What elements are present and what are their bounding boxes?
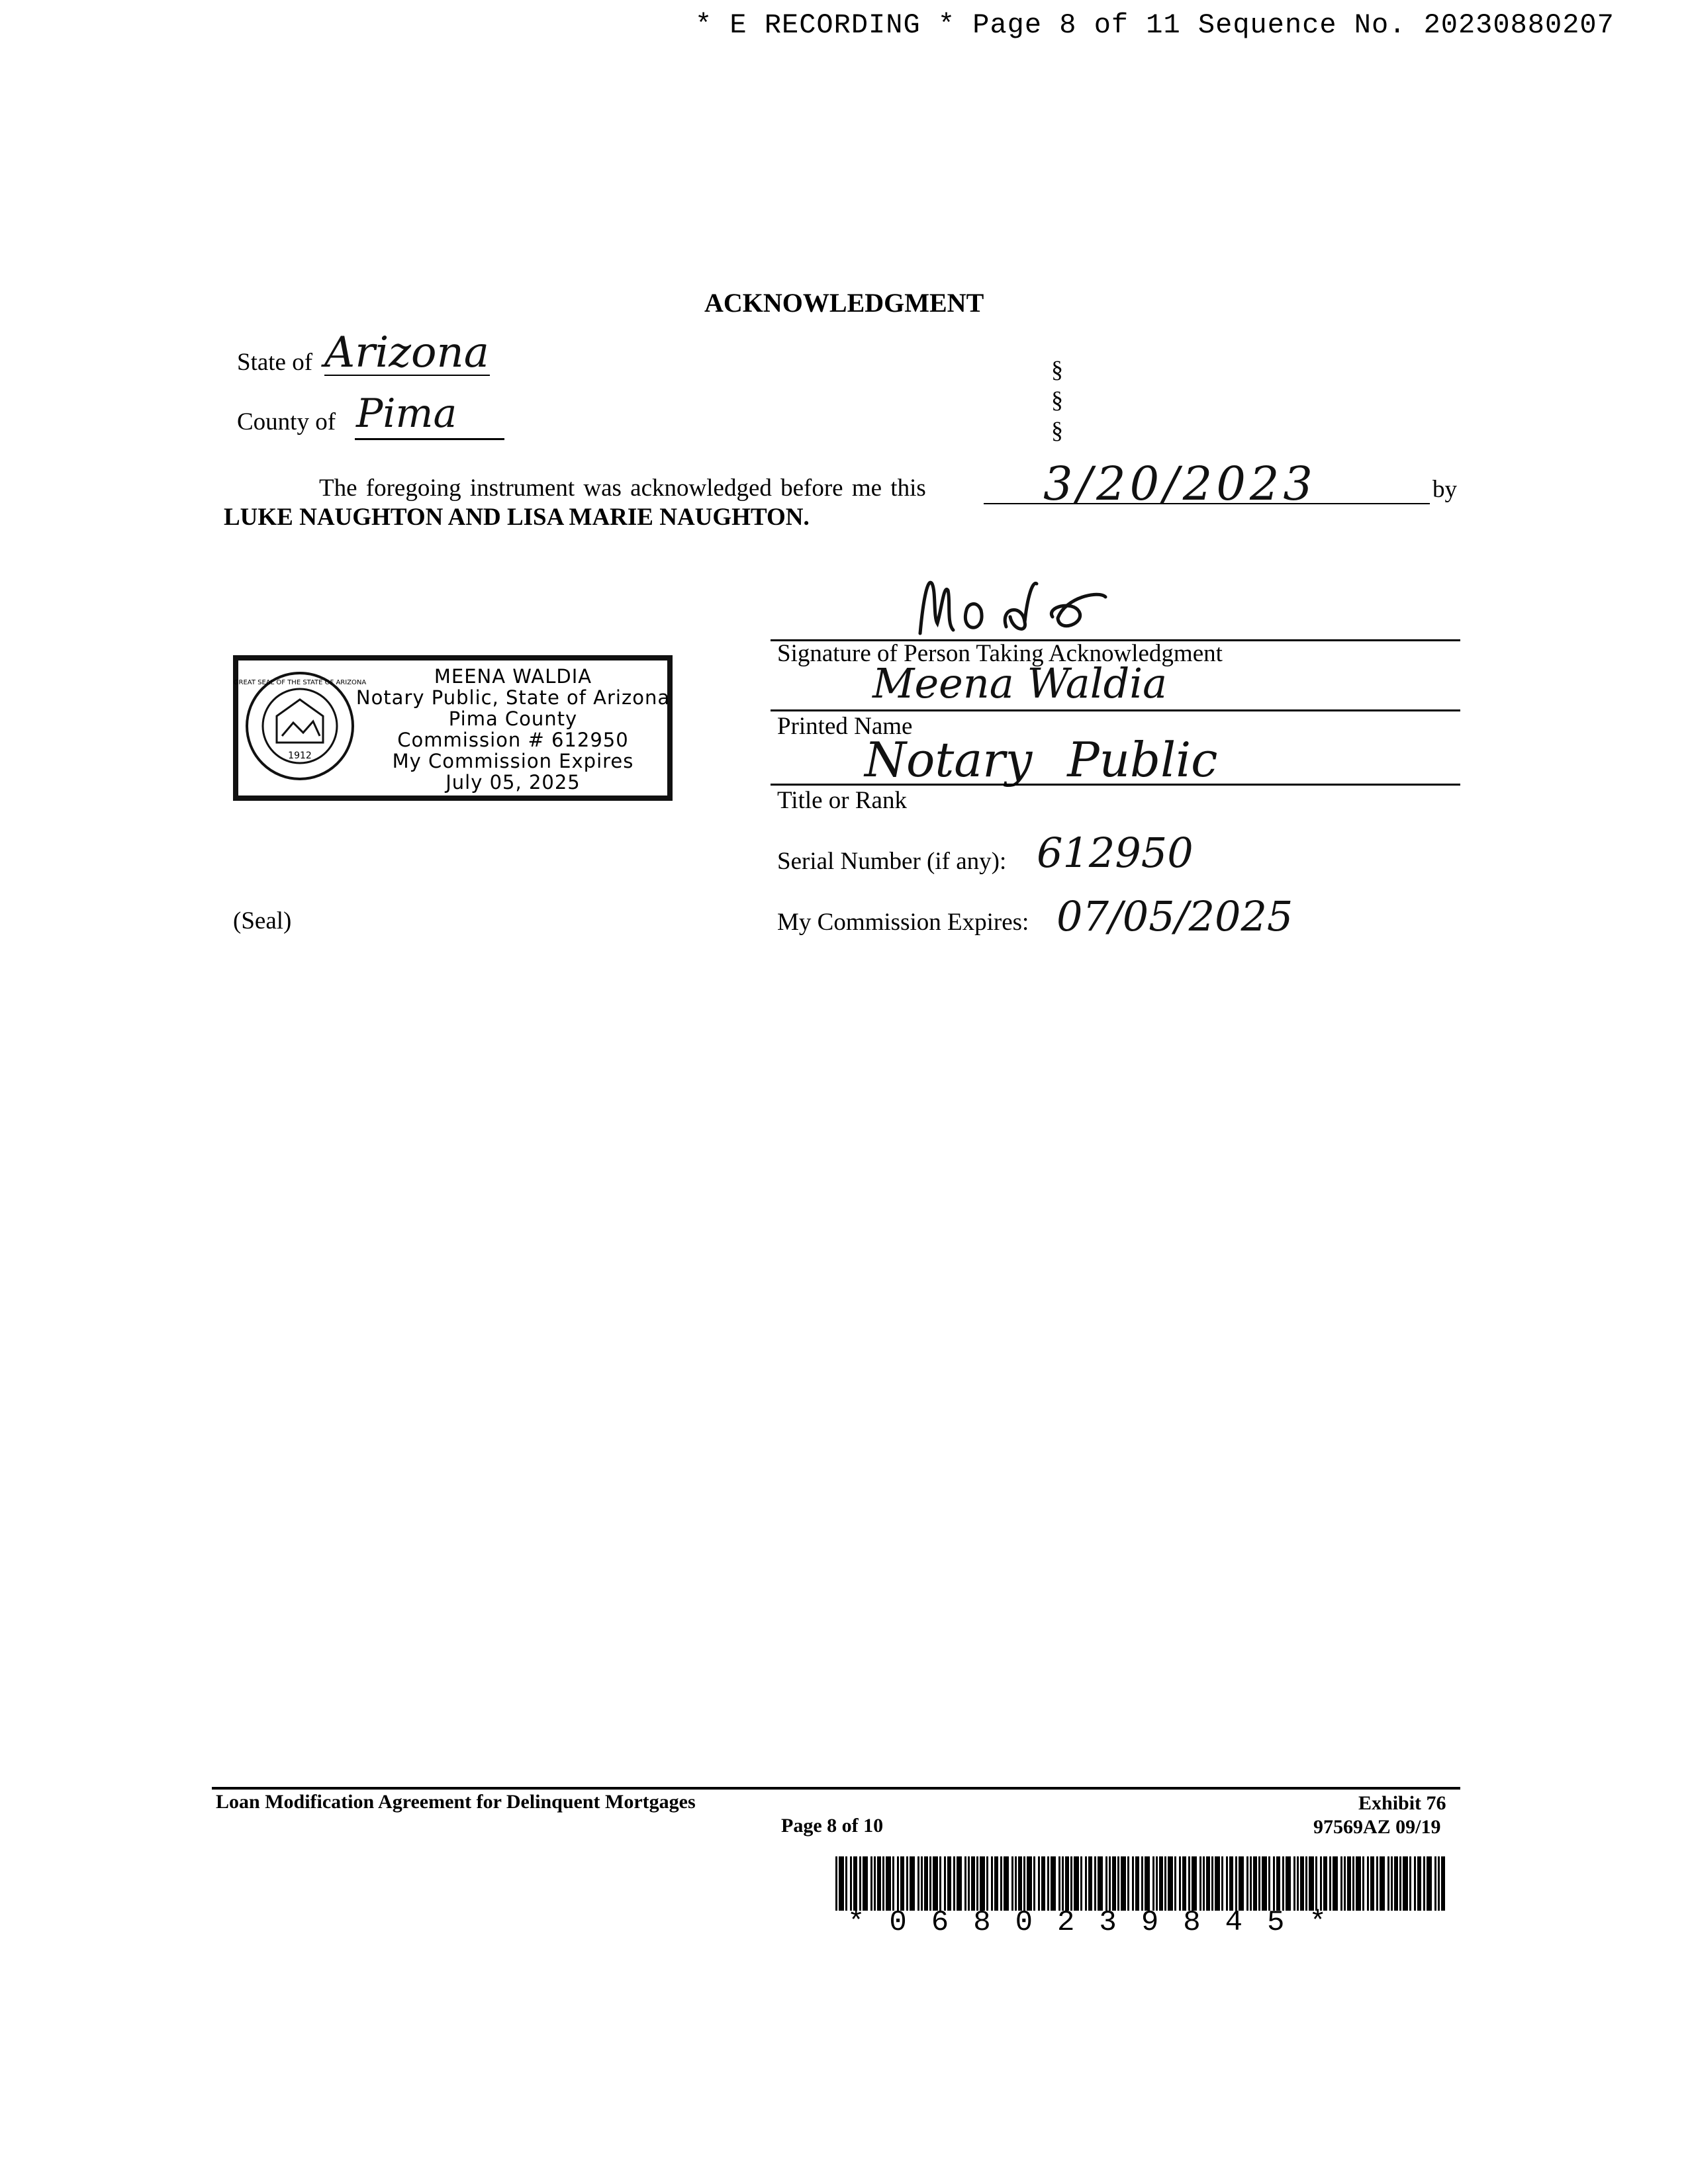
footer-document-name: Loan Modification Agreement for Delinquent Mortgages [216, 1791, 696, 1813]
barcode-bar [1182, 1856, 1186, 1911]
stamp-line: Pima County [448, 707, 578, 730]
barcode-bar [1340, 1856, 1342, 1911]
barcode-bar [1168, 1856, 1173, 1911]
barcode-bar [1004, 1856, 1009, 1911]
barcode-bar [870, 1856, 872, 1911]
barcode-bar [1344, 1856, 1346, 1911]
barcode-bar [863, 1856, 868, 1911]
barcode-bar [1305, 1856, 1307, 1911]
barcode-bar [1109, 1856, 1111, 1911]
barcode-bar [1441, 1856, 1445, 1911]
barcode-bar [1268, 1856, 1270, 1911]
state-underline [324, 375, 490, 376]
barcode-bar [1323, 1856, 1327, 1911]
barcode-bar [933, 1856, 938, 1911]
barcode-bar [1145, 1856, 1150, 1911]
barcode-bar [1438, 1856, 1440, 1911]
barcode-bar [1403, 1856, 1408, 1911]
barcode-bar [835, 1856, 837, 1911]
barcode-bar [924, 1856, 928, 1911]
barcode-bar [1394, 1856, 1398, 1911]
printed-name-label: Printed Name [777, 713, 913, 740]
barcode-bar [845, 1856, 847, 1911]
barcode-bar [1276, 1856, 1280, 1911]
commission-label: My Commission Expires: [777, 909, 1029, 936]
barcode-bar [1376, 1856, 1378, 1911]
barcode-bar [1058, 1856, 1060, 1911]
barcode-bar [1112, 1856, 1116, 1911]
barcode-bar [1179, 1856, 1181, 1911]
barcode-bar [882, 1856, 884, 1911]
signer-names: LUKE NAUGHTON AND LISA MARIE NAUGHTON. [224, 504, 810, 531]
barcode-text: *0680239845* [847, 1906, 1351, 1939]
barcode-bar [1282, 1856, 1284, 1911]
barcode-bar [1192, 1856, 1197, 1911]
barcode-bar [1088, 1856, 1092, 1911]
barcode-bar [1286, 1856, 1291, 1911]
barcode-bar [991, 1856, 993, 1911]
barcode-bar [964, 1856, 966, 1911]
barcode-bar [1399, 1856, 1401, 1911]
barcode-bar [877, 1856, 881, 1911]
barcode-bar [1062, 1856, 1064, 1911]
barcode-bar [1206, 1856, 1210, 1911]
barcode-bar [921, 1856, 923, 1911]
barcode-bar [1135, 1856, 1139, 1911]
barcode-bar [1188, 1856, 1190, 1911]
barcode-bar [968, 1856, 970, 1911]
barcode-bar [910, 1856, 915, 1911]
barcode-bar [1229, 1856, 1233, 1911]
footer-rule [212, 1787, 1460, 1790]
barcode-bar [1239, 1856, 1244, 1911]
barcode-bar [1203, 1856, 1205, 1911]
serial-label: Serial Number (if any): [777, 848, 1007, 875]
barcode-bar [1370, 1856, 1374, 1911]
barcode-bar [953, 1856, 955, 1911]
barcode-bar [1273, 1856, 1275, 1911]
acknowledged-date: 3/20/2023 [1043, 457, 1317, 511]
stamp-line: Commission # 612950 [397, 729, 629, 751]
barcode-bar [1362, 1856, 1364, 1911]
barcode-bar [906, 1856, 908, 1911]
barcode-bar [1253, 1856, 1257, 1911]
barcode-bar [1347, 1856, 1351, 1911]
barcode-bar [1258, 1856, 1260, 1911]
seal-label: (Seal) [233, 907, 292, 934]
barcode-bar [1152, 1856, 1154, 1911]
barcode-bar [1356, 1856, 1361, 1911]
barcode-bar [1434, 1856, 1436, 1911]
barcode-bar [1038, 1856, 1040, 1911]
barcode-bar [1246, 1856, 1248, 1911]
seal-ring-text: GREAT SEAL OF THE STATE OF ARIZONA [233, 679, 367, 686]
serial-value: 612950 [1037, 829, 1194, 877]
barcode-bar [839, 1856, 844, 1911]
state-value: Arizona [324, 328, 489, 377]
barcode-bar [1423, 1856, 1425, 1911]
barcode-bar [1159, 1856, 1163, 1911]
barcode-bar [1105, 1856, 1107, 1911]
barcode-bar [939, 1856, 941, 1911]
stamp-line: July 05, 2025 [445, 771, 581, 794]
document-title: ACKNOWLEDGMENT [704, 288, 984, 318]
barcode-bar [1329, 1856, 1331, 1911]
barcode-bar [1409, 1856, 1411, 1911]
barcode-bar [1127, 1856, 1129, 1911]
barcode-bar [1211, 1856, 1213, 1911]
barcode-bar [957, 1856, 962, 1911]
barcode [835, 1856, 1450, 1911]
barcode-bar [1018, 1856, 1022, 1911]
county-underline [355, 438, 504, 440]
seal-year: 1912 [288, 751, 312, 761]
footer-exhibit: Exhibit 76 [1358, 1792, 1446, 1814]
barcode-bar [1427, 1856, 1432, 1911]
barcode-bar [1041, 1856, 1045, 1911]
barcode-bar [1387, 1856, 1389, 1911]
barcode-bar [1070, 1856, 1072, 1911]
barcode-bar [1333, 1856, 1338, 1911]
barcode-bar [1164, 1856, 1166, 1911]
barcode-bar [1297, 1856, 1299, 1911]
barcode-bar [1391, 1856, 1393, 1911]
barcode-bar [1027, 1856, 1032, 1911]
barcode-bar [1051, 1856, 1056, 1911]
barcode-bar [1380, 1856, 1385, 1911]
barcode-bar [897, 1856, 899, 1911]
section-mark: § [1051, 356, 1063, 383]
barcode-bar [1015, 1856, 1017, 1911]
barcode-bar [917, 1856, 919, 1911]
barcode-bar [1141, 1856, 1143, 1911]
barcode-bar [1132, 1856, 1134, 1911]
title-value: Notary Public [865, 732, 1218, 788]
barcode-bar [976, 1856, 978, 1911]
barcode-bar [1174, 1856, 1176, 1911]
printed-name-line [771, 709, 1460, 711]
signature-label: Signature of Person Taking Acknowledgment [777, 640, 1223, 667]
barcode-bar [853, 1856, 857, 1911]
barcode-bar [1074, 1856, 1079, 1911]
notary-signature [907, 570, 1125, 643]
barcode-bar [1085, 1856, 1087, 1911]
barcode-bar [1367, 1856, 1369, 1911]
barcode-bar [850, 1856, 852, 1911]
stamp-line: My Commission Expires [392, 750, 634, 772]
barcode-bar [971, 1856, 975, 1911]
barcode-bar [947, 1856, 951, 1911]
barcode-bar [1352, 1856, 1354, 1911]
notary-stamp [233, 655, 673, 801]
barcode-bar [1235, 1856, 1237, 1911]
barcode-bar [1098, 1856, 1103, 1911]
county-value: Pima [356, 390, 457, 437]
barcode-bar [1094, 1856, 1096, 1911]
barcode-bar [1414, 1856, 1416, 1911]
title-line [771, 784, 1460, 786]
barcode-bar [1011, 1856, 1013, 1911]
barcode-bar [1215, 1856, 1220, 1911]
title-label: Title or Rank [777, 787, 907, 814]
stamp-line: Notary Public, State of Arizona [355, 686, 671, 709]
section-mark: § [1051, 387, 1063, 413]
barcode-bar [886, 1856, 891, 1911]
stamp-name: MEENA WALDIA [434, 665, 592, 688]
barcode-bar [900, 1856, 904, 1911]
barcode-bar [1300, 1856, 1304, 1911]
barcode-bar [980, 1856, 985, 1911]
barcode-bar [944, 1856, 946, 1911]
barcode-bar [1417, 1856, 1421, 1911]
footer-form-code: 97569AZ 09/19 [1313, 1816, 1441, 1838]
by-label: by [1432, 476, 1457, 503]
foregoing-text: The foregoing instrument was acknowledged before me this [319, 475, 926, 502]
barcode-bar [1221, 1856, 1223, 1911]
state-seal-emblem [233, 670, 367, 782]
footer-page-number: Page 8 of 10 [781, 1815, 884, 1837]
barcode-bar [1121, 1856, 1126, 1911]
barcode-bar [1262, 1856, 1267, 1911]
barcode-bar [1226, 1856, 1228, 1911]
barcode-bar [1000, 1856, 1002, 1911]
barcode-bar [1023, 1856, 1025, 1911]
barcode-bar [874, 1856, 876, 1911]
barcode-bar [986, 1856, 988, 1911]
state-label: State of [237, 349, 313, 376]
barcode-bar [1080, 1856, 1082, 1911]
barcode-bar [929, 1856, 931, 1911]
barcode-bar [1309, 1856, 1314, 1911]
barcode-bar [1199, 1856, 1201, 1911]
printed-name-value: Meena Waldia [872, 659, 1168, 707]
county-label: County of [237, 408, 336, 435]
barcode-bar [1320, 1856, 1322, 1911]
barcode-bar [859, 1856, 861, 1911]
barcode-bar [1156, 1856, 1158, 1911]
barcode-bar [1117, 1856, 1119, 1911]
recording-header: * E RECORDING * Page 8 of 11 Sequence No. 20230880207 [695, 9, 1615, 41]
barcode-bar [1047, 1856, 1049, 1911]
barcode-bar [1065, 1856, 1069, 1911]
barcode-bar [1293, 1856, 1295, 1911]
commission-value: 07/05/2025 [1056, 892, 1293, 940]
barcode-bar [1315, 1856, 1317, 1911]
barcode-bar [1250, 1856, 1252, 1911]
barcode-bar [994, 1856, 998, 1911]
barcode-bar [1033, 1856, 1035, 1911]
section-mark: § [1051, 417, 1063, 443]
barcode-bar [892, 1856, 894, 1911]
